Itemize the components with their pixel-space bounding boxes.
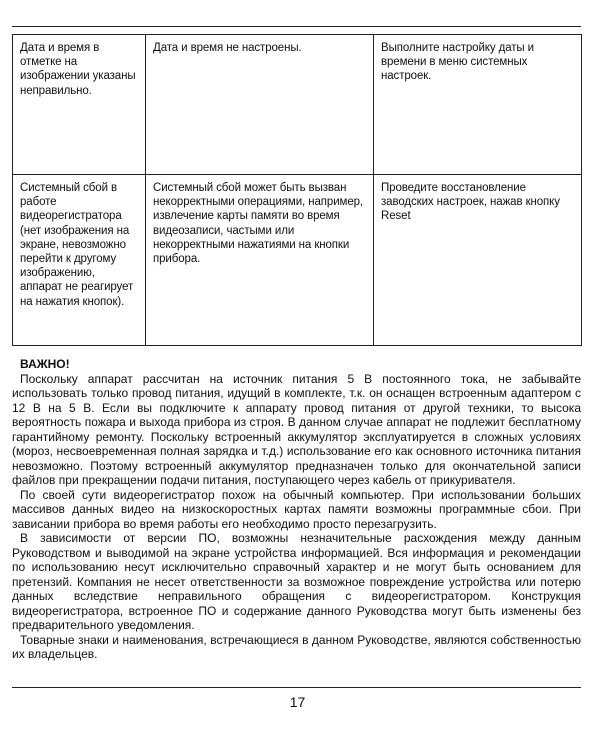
footer-rule bbox=[12, 687, 581, 688]
header-rule bbox=[12, 26, 581, 27]
solution-cell bbox=[374, 35, 582, 175]
problem-text: Дата и время в отметке на изображении указаны неправильно. bbox=[20, 42, 136, 97]
solution-text: Проведите восстановление заводских настроек, нажав кнопку Reset bbox=[381, 182, 560, 223]
note-paragraph: В зависимости от версии ПО, возможны незначительные расхождения между данным Руководством и выводимой на экране устройства информацией. Вся информация и рекомендации по использованию несут исключительно справочный характер и не могут быть основанием для претензий. Компания не несет ответственности за возможное повреждение устройства или потерю данных вследствие неправильного обращения с видеорегистратором. Конструкция видеорегистратора, встроенное ПО и содержание данного Руководства могут быть изменены без предварительного уведомления. bbox=[12, 531, 581, 632]
cause-text: Дата и время не настроены. bbox=[153, 42, 302, 54]
page-number: 17 bbox=[289, 694, 306, 710]
problem-cell bbox=[13, 175, 146, 346]
cause-cell bbox=[146, 35, 374, 175]
problem-text: Системный сбой в работе видеорегистратора (нет изображения на экране, невозможно перейти к другому изображению, аппарат не реагирует на нажатия кнопок). bbox=[20, 182, 134, 308]
solution-text: Выполните настройку даты и времени в меню системных настроек. bbox=[381, 42, 535, 83]
problem-cell bbox=[13, 35, 146, 175]
cause-text: Системный сбой может быть вызван некорректными операциями, например, извлечение карты памяти во время видеозаписи, частыми или некорректными нажатиями на кнопки прибора. bbox=[153, 182, 364, 266]
solution-cell bbox=[374, 175, 582, 346]
cause-cell bbox=[146, 175, 374, 346]
table-row bbox=[13, 175, 582, 346]
note-paragraph: Поскольку аппарат рассчитан на источник питания 5 В постоянного тока, не забывайте использовать только провод питания, идущий в комплекте, т.к. он оснащен встроенным адаптером с 12 В на 5 В. Если вы подключите к аппарату провод питания от другой техники, то высока вероятность пожара и выхода прибора из строя. В данном случае аппарат не подлежит бесплатному гарантийному ремонту. Поскольку встроенный аккумулятор эксплуатируется в сложных условиях (мороз, несвоевременная полная зарядка и т.д.) использование его как основного источника питания невозможно. Поэтому встроенный аккумулятор предназначен только для окончательной записи файлов при прекращении подачи питания, поступающего через кабель от прикуривателя. bbox=[12, 371, 581, 487]
troubleshooting-table bbox=[12, 34, 582, 346]
table-row bbox=[13, 35, 582, 175]
note-paragraph: Товарные знаки и наименования, встречающиеся в данном Руководстве, являются собственностью их владельцев. bbox=[12, 632, 581, 661]
note-heading: ВАЖНО! bbox=[20, 357, 70, 371]
note-paragraph: По своей сути видеорегистратор похож на обычный компьютер. При использовании больших массивов данных видео на низкоскоростных картах памяти возможны программные сбои. При зависании прибора во время работы его необходимо просто перезагрузить. bbox=[12, 487, 581, 531]
important-note bbox=[12, 357, 581, 662]
